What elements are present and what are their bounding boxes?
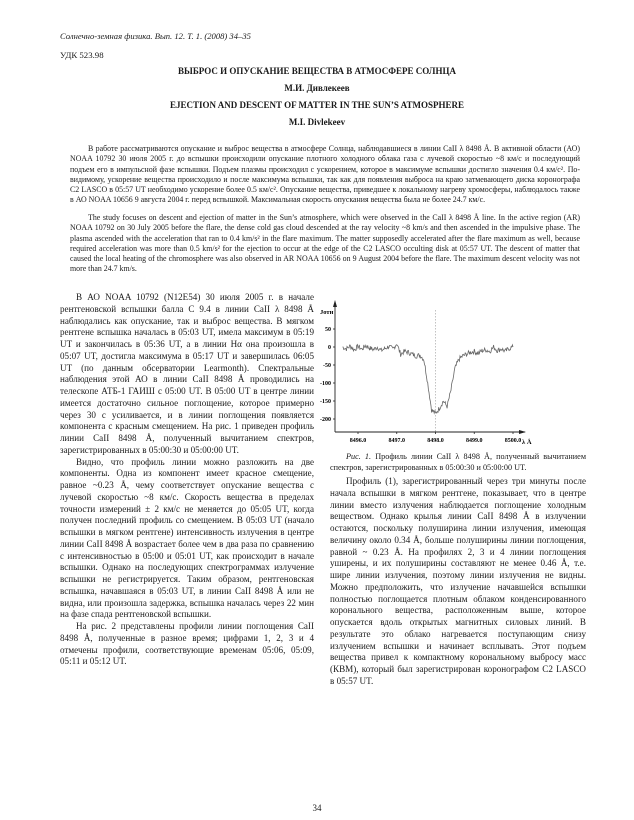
author-russian: М.И. Дивлекеев	[284, 83, 350, 93]
udk-code: УДК 523.98	[60, 50, 104, 60]
paragraph: На рис. 2 представлены профили линии поглощения CaII 8498 Å, полученные в разное время; цифрами 1, 2, 3 и 4 отмечены профили, соответствующие временам 05:06, 05:09, 05:11 и 05:12 UT.	[60, 621, 314, 667]
y-tick-label: 0	[328, 345, 331, 351]
abstract-russian: В работе рассматриваются опускание и выброс вещества в атмосфере Солнца, наблюдавшиеся в линии CaII λ 8498 Å. В активной области (АО) NOAA 10792 30 июля 2005 г. до вспышки происходили опускание плотного холодного облака газа с лучевой скоростью ~8 км/с и последующий подъем его в импульсной фазе вспышки. Подъем плазмы происходил с ускорением, которое в максимуме вспышки достигло значения 0.4 км/с². По-видимому, ускорение вещества происходило и после максимума вспышки, так как для появления выброса на краю затмевающего диска коронографа C2 LASCO в 05:57 UT необходимо ускорение более 0.5 км/с². Опускание вещества, приведшее к локальному нагреву хромосферы, наблюдалось также в АО NOAA 10656 9 августа 2004 г. перед вспышкой. Максимальная скорость опускания вещества была не более 24.7 км/с.	[70, 144, 580, 205]
x-tick-label: 8497.0	[388, 438, 405, 444]
left-column	[60, 292, 314, 668]
y-axis-arrow-icon	[333, 300, 337, 307]
title-russian: ВЫБРОС И ОПУСКАНИЕ ВЕЩЕСТВА В АТМОСФЕРЕ СОЛНЦА	[177, 66, 456, 76]
x-tick-label: 8496.0	[349, 438, 367, 444]
y-axis-label: Jотн	[320, 309, 334, 316]
caption-label: Рис. 1.	[346, 452, 372, 461]
x-axis-arrow-icon	[519, 430, 526, 434]
y-tick-label: -50	[323, 363, 331, 369]
paragraph: В АО NOAA 10792 (N12E54) 30 июля 2005 г. в начале рентгеновской вспышки балла С 9.4 в линии CaII λ 8498 Å наблюдались как опускание, так и выброс вещества. В мягком рентгене вспышка началась в 05:03 UT, имела максимум в 05:19 UT и закончилась в 05:36 UT, а в линии Hα она произошла в 05:07 UT, достигла максимума в 05:17 UT и завершилась 06:05 UT (по данным обсерватории Learmonth). Спектральные наблюдения этой АО в линии CaII 8498 Å проводились на телескопе АТБ-1 ГАИШ с 05:00 UT. В 05:00 UT в центре линии имеется достаточно сильное поглощение, которое примерно через 30 с усиливается, и в линии поглощения появляется компонента с красным смещением. На рис. 1 приведен профиль линии CaII 8498 Å, полученный вычитанием спектров, зарегистрированных в 05:00:30 и 05:00:00 UT.	[60, 292, 314, 455]
x-tick-label: 8500.0	[504, 438, 522, 444]
x-tick-label: 8498.0	[427, 438, 444, 444]
paragraph: Видно, что профиль линии можно разложить на две компоненты. Одна из компонент имеет красное смещение, равное ~0.23 Å, чему соответствует опускание вещества с лучевой скоростью ~8 км/с. Скорость вещества в пределах точности измерений ± 2 км/с не меняется до 05:05 UT, когда получен последний профиль со смещением. В 05:03 UT (начало вспышки в мягком рентгене) интенсивность излучения в центре линии CaII 8498 Å возрастает более чем в два раза по сравнению с интенсивностью в 05:00 и 05:01 UT, как происходит в начале вспышки. Однако на последующих спектрограммах излучение вспышки не регистрируется. Таким образом, рентгеновская вспышка, начавшаяся в 05:03 UT, в линии CaII 8498 Å или не видна, или произошла задержка, вспышка началась через 22 мин на фазе спада рентгеновской вспышки.	[60, 456, 314, 620]
page-number: 34	[312, 803, 322, 813]
figure-caption	[330, 451, 586, 473]
journal-reference: Солнечно-земная физика. Вып. 12. Т. 1. (2008) 34–35	[60, 31, 251, 41]
x-axis-label: λ Å	[522, 439, 532, 446]
y-tick-label: 50	[325, 327, 331, 333]
y-tick-label: -100	[320, 381, 331, 387]
caption-text: Профиль линии CaII λ 8498 Å, полученный вычитанием спектров, зарегистрированных в 05:00:30 и 05:00:00 UT.	[330, 452, 586, 472]
title-english: EJECTION AND DESCENT OF MATTER IN THE SUN’S ATMOSPHERE	[169, 100, 465, 110]
right-column	[330, 476, 586, 688]
y-tick-label: -200	[320, 417, 331, 423]
author-english: M.I. Divlekeev	[288, 117, 346, 127]
series-line-profile	[343, 345, 514, 414]
y-tick-label: -150	[320, 399, 331, 405]
figure-1-chart	[300, 292, 590, 448]
paragraph: Профиль (1), зарегистрированный через три минуты после начала вспышки в мягком рентгене, показывает, что в центре линии вместо излучения наблюдается поглощение холодным веществом. Однако крылья линии CaII 8498 Å в излучении остаются, поскольку полуширина линии излучения, имеющая величину около 0.34 Å, больше полуширины линии поглощения, равной ~ 0.23 Å. На профилях 2, 3 и 4 линии поглощения уширены, и их полуширины составляют не менее 0.46 Å, т.е. шире линии излучения, поэтому линии излучения не видны. Можно предположить, что излучение начавшейся вспышки полностью поглощается плотным облаком конденсированного коронального вещества, расположенным выше, которое опускается вдоль открытых магнитных силовых линий. В результате это облако нагревается поступающим снизу излучением вспышки и начинает всплывать. Этот подъем вещества привел к компактному корональному выбросу масс (КВМ), который был зарегистрирован коронографом C2 LASCO в 05:57 UT.	[330, 476, 586, 686]
abstract-english: The study focuses on descent and ejection of matter in the Sun’s atmosphere, which were observed in the CaII λ 8498 Å line. In the active region (AR) NOAA 10792 on 30 July 2005 before the flare, the dense cold gas cloud descended at the ray velocity ~8 km/s and then ascended in the impulsive phase. The plasma ascended with the acceleration that ran to 0.4 km/s² in the flare maximum. The matter supposedly accelerated after the flare maximum as well, because required acceleration was more than 0.5 km/s² for the ejection to occur at the edge of the C2 LASCO occulting disk at 05:57 UT. The descent of matter that caused the local heating of the chromosphere was also observed in AR NOAA 10656 on 9 August 2004 before the flare. The maximum descent velocity was not more than 24.7 km/s.	[70, 213, 580, 274]
x-tick-label: 8499.0	[466, 438, 483, 444]
